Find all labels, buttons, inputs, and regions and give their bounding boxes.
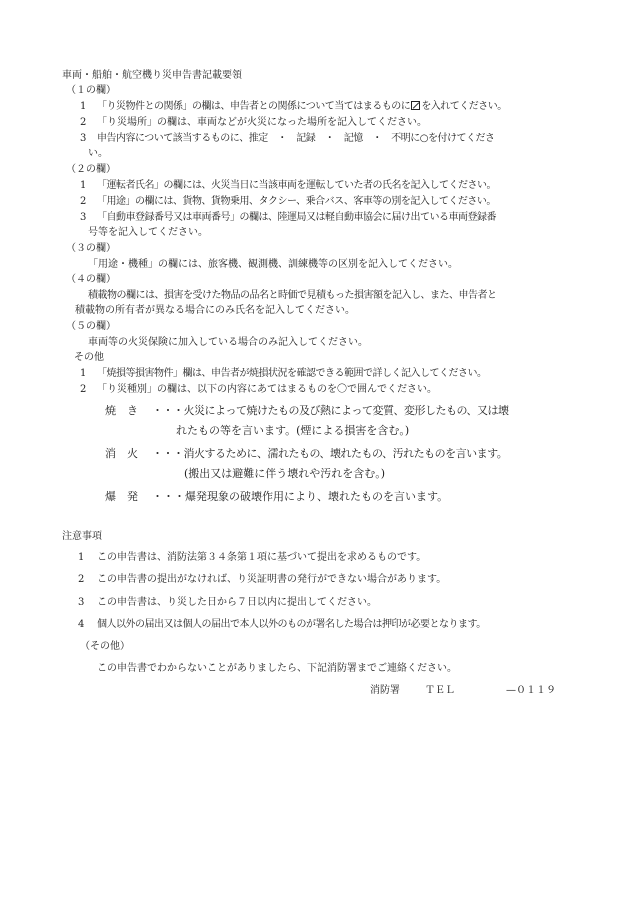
s1-item-2-text: 「り災場所」の欄は、車両などが火災になった場所を記入してください。 xyxy=(97,117,427,128)
damage-type-extinguish-text: ・・・消火するために、濡れたもの、壊れたもの、汚れたものを言います。 xyxy=(152,447,508,460)
section-3-heading: （３の欄） xyxy=(66,243,116,254)
s4-text: 積載物の欄には、損害を受けた物品の品名と時価で見積もった損害額を記入し、また、申告者と xyxy=(88,290,497,301)
s1-item-1-text-a: 「り災物件との関係」の欄は、申告者との関係について当てはまるものに xyxy=(97,101,411,112)
damage-type-burn-label: 焼 き xyxy=(105,404,138,417)
contact-tel-number: —０１１９ xyxy=(506,685,556,696)
damage-type-burn-text-cont: れたもの等を言います。(煙による損害を含む。) xyxy=(176,424,410,437)
section-1-heading: （１の欄） xyxy=(66,85,116,96)
note-2-number: 2 xyxy=(78,574,85,585)
contact-fire-station: 消防署 xyxy=(370,685,400,696)
notes-other-heading: （その他） xyxy=(80,641,130,652)
s2-item-3-text-cont: 号等を記入してください。 xyxy=(88,227,208,238)
other-item-1-text: 「焼損等損害物件」欄は、申告者が焼損状況を確認できる範囲で詳しく記入してください。 xyxy=(97,368,487,379)
s3-text: 「用途・機種」の欄には、旅客機、観測機、訓練機等の区別を記入してください。 xyxy=(88,259,458,270)
damage-type-extinguish-label: 消 火 xyxy=(105,447,138,460)
s2-item-3-number: 3 xyxy=(80,212,87,223)
notes-other-text: この申告書でわからないことがありましたら、下記消防署までご連絡ください。 xyxy=(97,663,457,674)
note-2-text: この申告書の提出がなければ、り災証明書の発行ができない場合があります。 xyxy=(97,574,447,585)
s1-item-1-number: 1 xyxy=(80,101,87,112)
s1-item-3-text-cont: い。 xyxy=(88,148,108,159)
damage-type-extinguish-text-cont: (搬出又は避難に伴う壊れや汚れを含む。) xyxy=(184,467,386,480)
other-item-2-number: 2 xyxy=(80,384,87,395)
note-4-text: 個人以外の届出又は個人の届出で本人以外のものが署名した場合は押印が必要となります。 xyxy=(97,619,486,630)
damage-type-explosion-text: ・・・爆発現象の破壊作用により、壊れたものを言います。 xyxy=(152,490,449,503)
section-5-heading: （５の欄） xyxy=(66,321,116,332)
notes-heading: 注意事項 xyxy=(62,531,102,542)
other-heading: その他 xyxy=(74,352,104,363)
other-item-1-number: 1 xyxy=(80,368,87,379)
other-item-2-text: 「り災種別」の欄は、以下の内容にあてはまるものを〇で囲んでください。 xyxy=(97,384,437,395)
note-3-number: 3 xyxy=(78,597,85,608)
checkbox-icon xyxy=(411,101,420,110)
s1-item-3-text: 申告内容について該当するものに、推定 ・ 記録 ・ 記憶 ・ 不明に○を付けてくださ xyxy=(97,133,495,144)
note-3-text: この申告書は、り災した日から７日以内に提出してください。 xyxy=(97,597,377,608)
s2-item-1-number: 1 xyxy=(80,180,87,191)
section-2-heading: （２の欄） xyxy=(66,164,116,175)
damage-type-explosion-label: 爆 発 xyxy=(105,490,138,503)
s2-item-2-text: 「用途」の欄には、貨物、貨物乗用、タクシー、乗合バス、客車等の別を記入してください。 xyxy=(97,196,496,207)
s4-text-cont: 積載物の所有者が異なる場合にのみ氏名を記入してください。 xyxy=(75,305,355,316)
damage-type-burn-text: ・・・火災によって焼けたもの及び熱によって変質、変形したもの、又は壊 xyxy=(152,404,509,417)
s2-item-3-text: 「自動車登録番号又は車両番号」の欄は、陸運局又は軽自動車協会に届け出ている車両登録番 xyxy=(97,212,496,223)
note-1-text: この申告書は、消防法第３４条第１項に基づいて提出を求めるものです。 xyxy=(97,552,427,563)
s2-item-2-number: 2 xyxy=(80,196,87,207)
s1-item-2-number: 2 xyxy=(80,117,87,128)
s1-item-1-text xyxy=(97,101,507,113)
s5-text: 車両等の火災保険に加入している場合のみ記入してください。 xyxy=(88,337,368,348)
note-4-number: 4 xyxy=(78,619,85,630)
note-1-number: 1 xyxy=(78,552,85,563)
s2-item-1-text: 「運転者氏名」の欄には、火災当日に当該車両を運転していた者の氏名を記入してください。 xyxy=(97,180,496,191)
s1-item-3-number: 3 xyxy=(80,133,87,144)
document-title: 車両・船舶・航空機り災申告書記載要領 xyxy=(62,70,242,81)
contact-tel-label: ＴＥＬ xyxy=(425,685,455,696)
s1-item-1-text-b: を入れてください。 xyxy=(421,101,507,112)
section-4-heading: （４の欄） xyxy=(66,274,116,285)
